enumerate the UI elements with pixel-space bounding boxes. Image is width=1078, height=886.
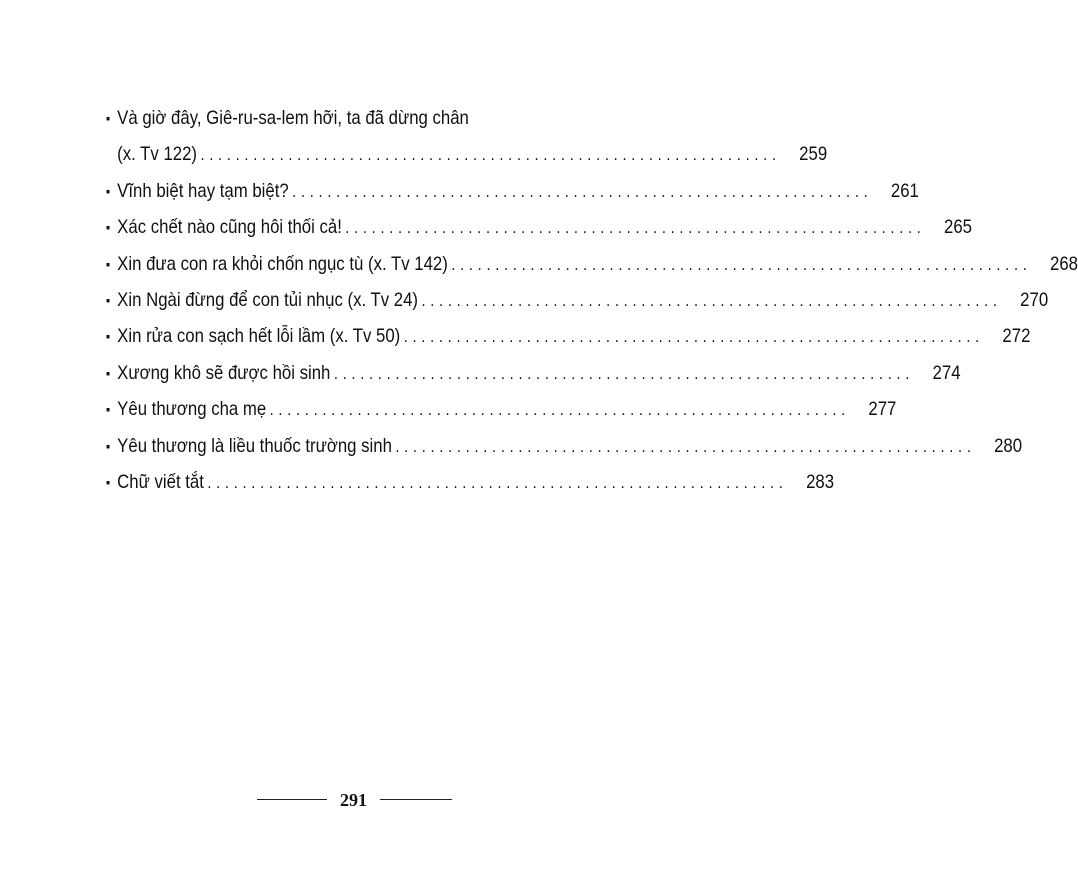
toc-entry-title: Yêu thương cha mẹ xyxy=(117,398,267,421)
bullet-icon: ▪ xyxy=(106,110,111,126)
footer-rule-right xyxy=(380,799,452,800)
toc-entry-page: 274 xyxy=(932,361,961,384)
bullet-icon: ▪ xyxy=(106,328,111,345)
toc-entry xyxy=(106,355,961,391)
toc-entry xyxy=(106,318,1031,354)
toc-entry xyxy=(106,428,1023,464)
toc-entry-title: Yêu thương là liều thuốc trường sinh xyxy=(117,434,392,457)
toc-entry-page: 259 xyxy=(799,143,828,166)
bullet-icon: ▪ xyxy=(106,219,111,236)
toc-entry xyxy=(106,246,1078,282)
dot-leader: .................................................................. xyxy=(403,327,984,347)
dot-leader: .................................................................. xyxy=(269,400,850,420)
toc-entry-page: 270 xyxy=(1020,288,1049,311)
toc-entry-title: Xin rửa con sạch hết lỗi lầm (x. Tv 50) xyxy=(117,325,401,348)
dot-leader: .................................................................. xyxy=(421,290,1002,310)
table-of-contents xyxy=(106,100,1078,500)
dot-leader: .................................................................. xyxy=(292,181,873,201)
dot-leader: .................................................................. xyxy=(451,254,1032,274)
dot-leader: .................................................................. xyxy=(333,363,915,383)
toc-entry-title: Chữ viết tắt xyxy=(117,470,204,493)
toc-entry-page: 280 xyxy=(994,434,1023,457)
toc-entry-title: Xin Ngài đừng để con tủi nhục (x. Tv 24) xyxy=(117,288,419,311)
toc-entry xyxy=(106,391,897,427)
bullet-icon: ▪ xyxy=(106,437,111,454)
toc-entry xyxy=(106,173,919,209)
bullet-icon: ▪ xyxy=(106,401,111,418)
toc-entry-title: Xin đưa con ra khỏi chốn ngục tù (x. Tv 142) xyxy=(117,252,448,275)
toc-entry-title: Xương khô sẽ được hồi sinh xyxy=(117,361,331,384)
toc-entry xyxy=(106,209,973,245)
bullet-icon: ▪ xyxy=(106,473,111,490)
bullet-icon: ▪ xyxy=(106,182,111,199)
toc-entry-title: Vĩnh biệt hay tạm biệt? xyxy=(117,179,289,202)
toc-entry-title-continued: (x. Tv 122) xyxy=(117,143,198,166)
page-number: 291 xyxy=(340,790,367,810)
page-footer xyxy=(0,786,709,814)
bullet-icon: ▪ xyxy=(106,291,111,308)
toc-entry xyxy=(106,282,1049,318)
toc-entry-title: Và giờ đây, Giê-ru-sa-lem hỡi, ta đã dừng chân xyxy=(117,107,469,129)
footer-rule-left xyxy=(257,799,327,800)
dot-leader: .................................................................. xyxy=(395,436,976,456)
dot-leader: .................................................................. xyxy=(200,145,781,165)
toc-entry xyxy=(106,464,835,500)
toc-entry-title: Xác chết nào cũng hôi thối cả! xyxy=(117,216,342,239)
dot-leader: .................................................................. xyxy=(345,218,926,238)
toc-entry-page: 272 xyxy=(1002,325,1031,348)
bullet-icon: ▪ xyxy=(106,255,111,272)
toc-entry-page: 283 xyxy=(806,470,835,493)
toc-entry-page: 268 xyxy=(1050,252,1078,275)
toc-entry xyxy=(106,100,828,173)
dot-leader: .................................................................. xyxy=(207,472,788,492)
toc-entry-page: 265 xyxy=(944,216,973,239)
toc-entry-page: 277 xyxy=(868,398,897,421)
bullet-icon: ▪ xyxy=(106,364,111,381)
toc-entry-page: 261 xyxy=(890,179,919,202)
